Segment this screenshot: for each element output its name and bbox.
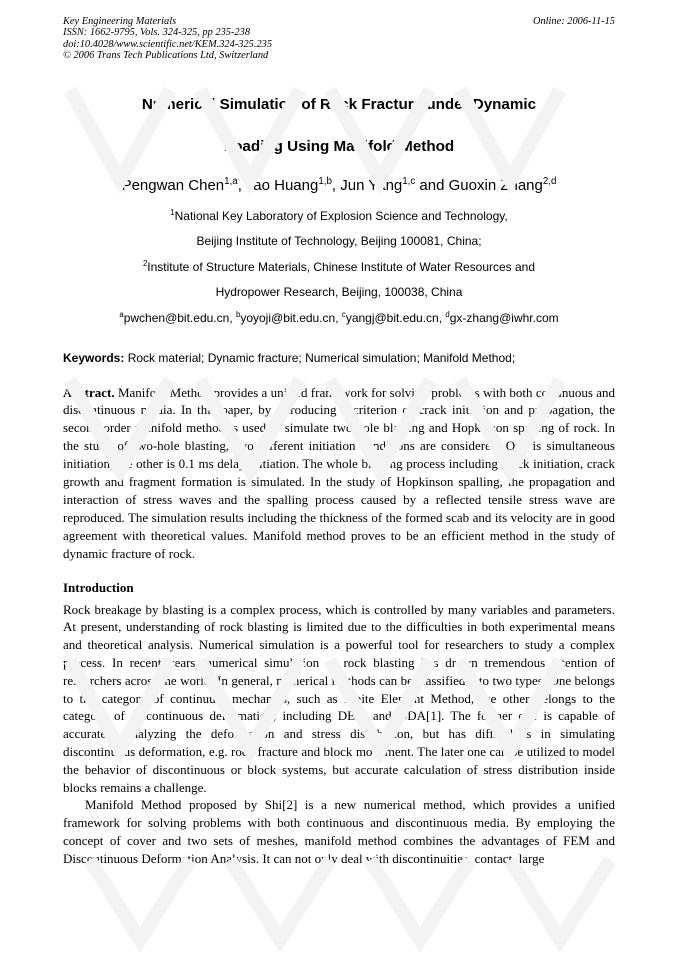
email-link[interactable]: yangj@bit.edu.cn — [345, 310, 439, 325]
abstract-text: Manifold Method provides a unified framework for solving problems with both continuous and discontinuous media. In this paper, by introducing a criterion of crack initiation and propagation, the second order manifold method is used to simulate two-hole blasting and Hopkinson spalling of rock. In the study of two-hole blasting, two different initiation conditions are considered. One is simultaneous initiation, the other is 0.1 ms delay initiation. The whole blasting process including crack initiation, crack growth and fragment formation is simulated. In the study of Hopkinson spalling, the propagation and interaction of stress waves and the spalling process caused by a reflected tensile stress wave are reproduced. The simulation results including the thickness of the formed scab and its velocity are in good agreement with theoretical values. Manifold method proves to be an efficient method in the study of dynamic fracture of rock. — [63, 384, 615, 561]
author-list — [63, 175, 615, 194]
author-name: Guoxin Zhang — [448, 176, 543, 194]
affiliation-1-line-2: Beijing Institute of Technology, Beijing 100081, China; — [196, 234, 482, 249]
author — [122, 177, 246, 194]
affiliation-2-line-2: Hydropower Research, Beijing, 100038, China — [215, 285, 463, 300]
paper-title-line-1: Numerical Simulation of Rock Fracture under Dynamic — [141, 96, 537, 114]
journal-doi: doi:10.4028/www.scientific.net/KEM.324-325.235 — [63, 38, 273, 50]
journal-info — [63, 16, 272, 61]
keywords — [63, 351, 615, 365]
author-affiliation-mark: 1,c — [402, 175, 416, 187]
journal-header — [63, 16, 615, 61]
journal-copyright: © 2006 Trans Tech Publications Ltd, Switzerland — [63, 49, 269, 61]
keywords-label: Keywords: — [63, 350, 125, 365]
journal-issn: ISSN: 1662-9795, Vols. 324-325, pp 235-238 — [63, 27, 251, 39]
affiliations — [63, 204, 615, 332]
affiliation-mark: 1 — [170, 207, 175, 217]
section-heading-introduction: Introduction — [63, 579, 134, 595]
author — [449, 177, 557, 194]
author — [246, 177, 340, 194]
introduction-paragraph-1: Rock breakage by blasting is a complex process, which is controlled by many variables and parameters. At present, understanding of rock blasting is limited due to the difficulties in both experimental means and theoretical analysis. Numerical simulation is a powerful tool for researchers to study a complex process. In recent years, numerical simulation of rock blasting has drawn tremendous attention of researchers across the world. In general, numerical methods can be classified into two types. One belongs to the category of continuum mechanics, such as Finite Element Method, the other belongs to the category of discontinuous deformation, including DEM and DDA[1]. The former one is capable of accurately analyzing the deformation and stress distribution, but has difficulties in simulating discontinuous deformation, e.g. rock fracture and block movement. The later one can be utilized to model the behavior of discontinuous or block systems, but accurate calculation of stress distribution inside blocks remains a challenge. — [63, 601, 615, 795]
email-list: $^a$pwchen@bit.edu.cn, $^b$yoyoji@bit.edu.cn, $^c$yangj@bit.edu.cn, $^d$gx-zhang@iwhr.com — [119, 309, 559, 325]
email-link[interactable]: gx-zhang@iwhr.com — [449, 310, 559, 325]
author-separator: , — [237, 176, 246, 194]
online-date: Online: 2006-11-15 — [532, 16, 615, 27]
author-separator: and — [415, 176, 449, 194]
abstract — [63, 384, 615, 563]
introduction-paragraph-2: Manifold Method proposed by Shi[2] is a new numerical method, which provides a unified framework for solving problems with both continuous and discontinuous media. By employing the concept of cover and two sets of meshes, manifold method combines the advantages of FEM and Discontinuous Deformation Analysis. It can not only deal with discontinuities, contact, large — [63, 797, 615, 866]
abstract-label: Abstract. — [63, 384, 115, 400]
email-link[interactable]: yoyoji@bit.edu.cn — [240, 310, 336, 325]
keywords-text: Rock material; Dynamic fracture; Numerical simulation; Manifold Method; — [124, 350, 516, 365]
affiliation-1-line-1: $^1$National Key Laboratory of Explosion Science and Technology, — [170, 207, 508, 223]
author — [340, 177, 448, 194]
author-affiliation-mark: 1,b — [318, 175, 332, 187]
email-link[interactable]: pwchen@bit.edu.cn — [123, 310, 230, 325]
journal-name: Key Engineering Materials — [63, 16, 177, 27]
author-affiliation-mark: 1,a — [224, 175, 238, 187]
affiliation-2-line-1: $^2$Institute of Structure Materials, Chinese Institute of Water Resources and — [142, 258, 536, 274]
author-name: Jun Yang — [340, 176, 403, 194]
author-name: Pengwan Chen — [121, 176, 225, 194]
author-separator: , — [331, 176, 341, 194]
author-name: Tao Huang — [245, 176, 319, 194]
affiliation-mark: 2 — [142, 258, 148, 268]
paper-title-line-2: Loading Using Manifold Method — [223, 138, 455, 156]
author-affiliation-mark: 2,d — [542, 175, 557, 187]
